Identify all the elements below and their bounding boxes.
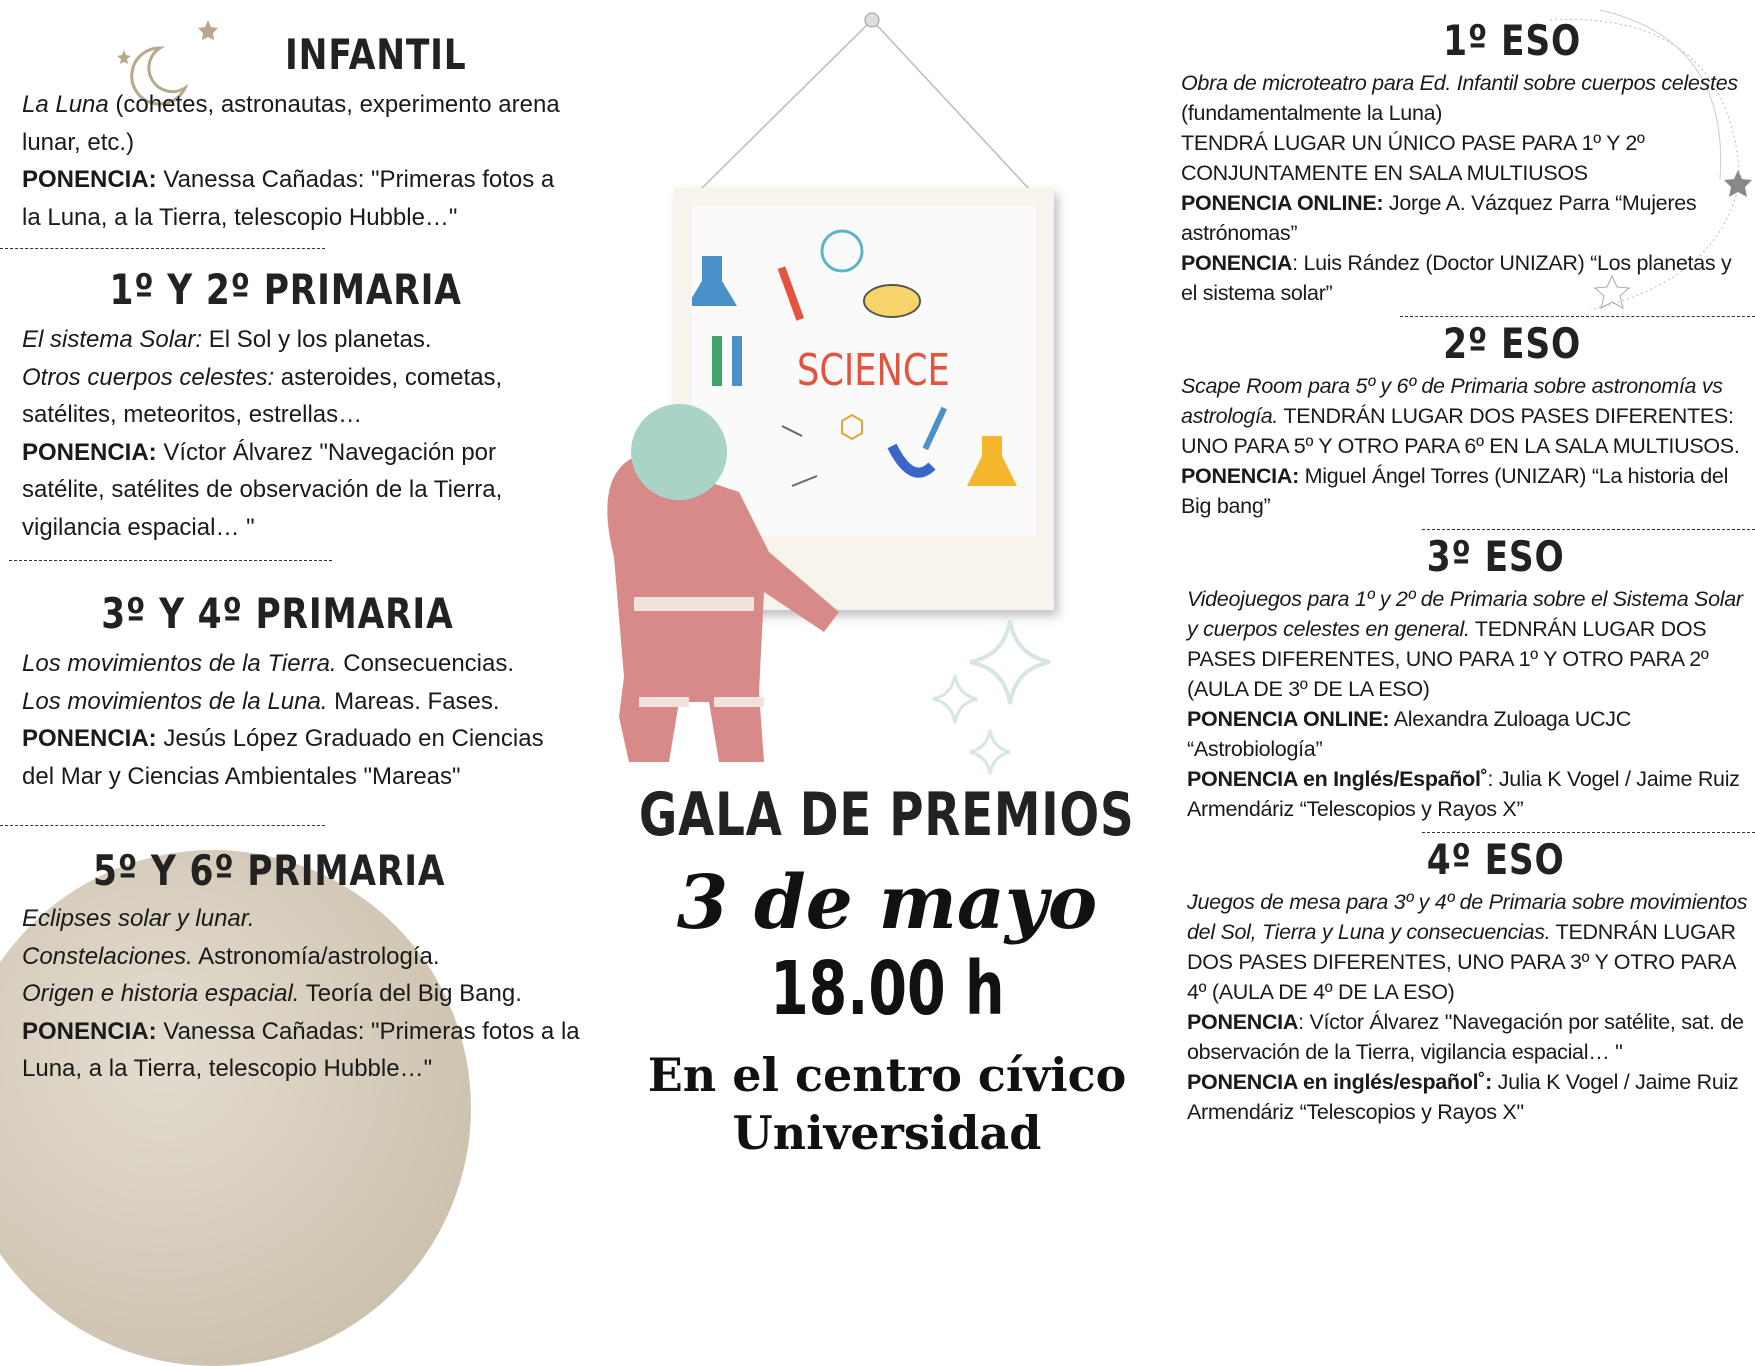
heading-1-2-primaria: 1º Y 2º PRIMARIA [109, 265, 462, 314]
section-infantil: La Luna (cohetes, astronautas, experimento arena lunar, etc.) PONENCIA: Vanessa Cañadas: "Primeras fotos a la Luna, a la Tierra, telescopio Hubble…" [22, 91, 560, 231]
sparkle-stars-icon [930, 620, 1100, 780]
section-4-eso: Juegos de mesa para 3º y 4º de Primaria sobre movimientos del Sol, Tierra y Luna y consecuencias. TEDNRÁN LUGAR DOS PASES DIFERENTES, UNO PARA 3º Y OTRO PARA 4º (AULA DE 4º DE LA ESO) PONENCIA: Víctor Álvarez "Navegación por satélite, sat. de observación de la Tierra, vigilancia espacial… " PONENCIA en inglés/español˚: Julia K Vogel / Jaime Ruiz Armendáriz “Telescopios y Rayos X" [1187, 890, 1748, 1124]
event-time: 18.00 h [769, 946, 1005, 1032]
gala-title: GALA DE PREMIOS [639, 780, 1135, 850]
divider [0, 248, 325, 249]
event-place-line1: En el centro cívico [647, 1048, 1127, 1102]
heading-2-eso: 2º ESO [1443, 319, 1582, 368]
heading-infantil: INFANTIL [285, 30, 467, 79]
section-5-6-primaria: Eclipses solar y lunar. Constelaciones. Astronomía/astrología. Origen e historia espacial. Teoría del Big Bang. PONENCIA: Vanessa Cañadas: "Primeras fotos a la Luna, a la Tierra, telescopio Hubble…" [22, 905, 580, 1082]
divider [1422, 529, 1755, 530]
heading-3-4-primaria: 3º Y 4º PRIMARIA [101, 589, 454, 638]
section-2-eso: Scape Room para 5º y 6º de Primaria sobre astronomía vs astrología. TENDRÁN LUGAR DOS PASES DIFERENTES: UNO PARA 5º Y OTRO PARA 6º EN LA SALA MULTIUSOS. PONENCIA: Miguel Ángel Torres (UNIZAR) “La historia del Big bang” [1181, 374, 1740, 518]
divider [9, 560, 332, 561]
divider [0, 825, 325, 826]
right-column [1181, 16, 1753, 1127]
section-1-2-primaria: El sistema Solar: El Sol y los planetas. Otros cuerpos celestes: asteroides, cometas, satélites, meteoritos, estrellas… PONENCIA: Víctor Álvarez "Navegación por satélite, satélites de observación de la Tierra, vigilancia espacial… " [22, 326, 503, 541]
left-column [22, 30, 582, 1088]
heading-3-eso: 3º ESO [1426, 532, 1565, 581]
event-place-line2: Universidad [732, 1106, 1042, 1160]
section-1-eso: Obra de microteatro para Ed. Infantil sobre cuerpos celestes (fundamentalmente la Luna) TENDRÁ LUGAR UN ÚNICO PASE PARA 1º Y 2º CONJUNTAMENTE EN SALA MULTIUSOS PONENCIA ONLINE: Jorge A. Vázquez Parra “Mujeres astrónomas” PONENCIA: Luis Rández (Doctor UNIZAR) “Los planetas y el sistema solar” [1181, 71, 1738, 305]
event-info [617, 782, 1157, 1162]
astronaut-illustration [594, 397, 844, 767]
divider [1400, 316, 1755, 317]
heading-4-eso: 4º ESO [1426, 835, 1565, 884]
section-3-eso: Videojuegos para 1º y 2º de Primaria sobre el Sistema Solar y cuerpos celestes en general. TEDNRÁN LUGAR DOS PASES DIFERENTES, UNO PARA 1º Y OTRO PARA 2º (AULA DE 3º DE LA ESO) PONENCIA ONLINE: Alexandra Zuloaga UCJC “Astrobiología” PONENCIA en Inglés/Español˚: Julia K Vogel / Jaime Ruiz Armendáriz “Telescopios y Rayos X” [1187, 587, 1743, 821]
hanging-string [690, 10, 1040, 200]
heading-5-6-primaria: 5º Y 6º PRIMARIA [93, 846, 446, 895]
heading-1-eso: 1º ESO [1443, 16, 1582, 65]
divider [1422, 832, 1755, 833]
section-3-4-primaria: Los movimientos de la Tierra. Consecuencias. Los movimientos de la Luna. Mareas. Fases. PONENCIA: Jesús López Graduado en Ciencias del Mar y Ciencias Ambientales "Mareas" [22, 650, 544, 790]
event-date: 3 de mayo [676, 860, 1098, 946]
poster-title: SCIENCE [797, 345, 950, 396]
